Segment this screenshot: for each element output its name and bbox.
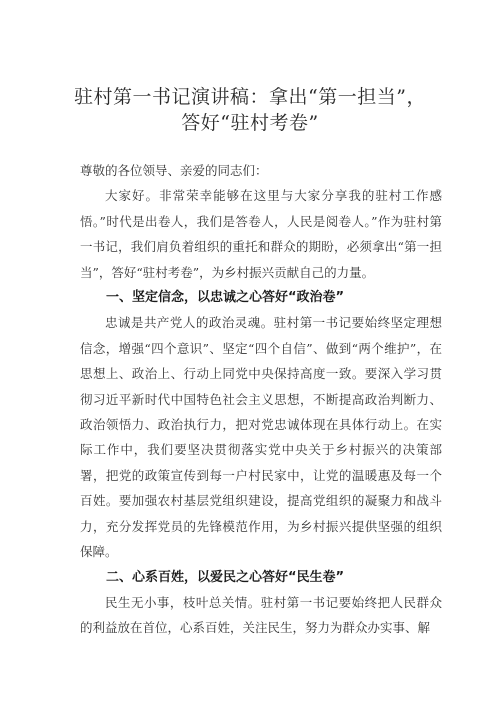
section-1-paragraph: 忠诚是共产党人的政治灵魂。驻村第一书记要始终坚定理想信念，增强“四个意识”、坚定“四个自信”、做到“两个维护”，在思想上、政治上、行动上同党中央保持高度一致。要深入学习贯彻习近平新时代中国特色社会主义思想，不断提高政治判断力、政治领悟力、政治执行力，把对党忠诚体现在具体行动上。在实际工作中，我们要坚决贯彻落实党中央关于乡村振兴的决策部署，把党的政策宣传到每一户村民家中，让党的温暖惠及每一个百姓。要加强农村基层党组织建设，提高党组织的凝聚力和战斗力，充分发挥党员的先锋模范作用，为乡村振兴提供坚强的组织保障。 xyxy=(80,315,442,560)
section-1-heading: 一、坚定信念，以忠诚之心答好“政治卷” xyxy=(106,290,345,306)
section-2-heading: 二、心系百姓，以爱民之心答好“民生卷” xyxy=(106,569,345,585)
title-line-1: 驻村第一书记演讲稿：拿出“第一担当”， xyxy=(74,86,426,108)
title-line-2: 答好“驻村考卷” xyxy=(181,112,319,134)
document-body xyxy=(80,158,442,641)
salutation: 尊敬的各位领导、亲爱的同志们： xyxy=(80,163,268,178)
intro-paragraph: 大家好。非常荣幸能够在这里与大家分享我的驻村工作感悟。”时代是出卷人，我们是答卷人，人民是阅卷人。”作为驻村第一书记，我们肩负着组织的重托和群众的期盼，必须拿出“第一担当”，答好“驻村考卷”，为乡村振兴贡献自己的力量。 xyxy=(80,188,442,280)
document-title xyxy=(60,84,440,136)
section-2-paragraph: 民生无小事，枝叶总关情。驻村第一书记要始终把人民群众的利益放在首位，心系百姓，关注民生，努力为群众办实事、解 xyxy=(80,594,442,636)
